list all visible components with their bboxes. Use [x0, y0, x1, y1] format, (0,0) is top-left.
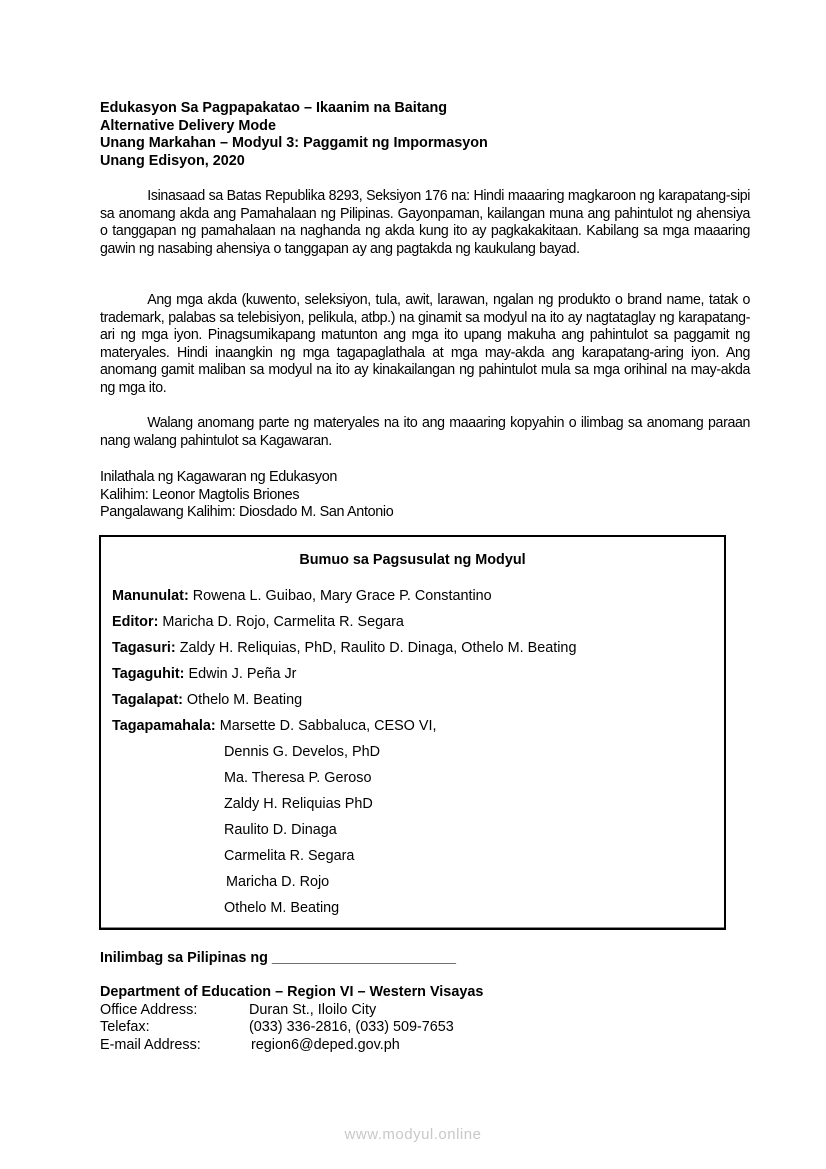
- office-address-row: [100, 1002, 483, 1020]
- deped-region-title: Department of Education – Region VI – Western Visayas: [100, 984, 484, 1000]
- credit-role: Tagasuri:: [112, 640, 176, 656]
- telefax-value: (033) 336-2816, (033) 509-7653: [249, 1019, 454, 1036]
- manager-name: Carmelita R. Segara: [224, 848, 355, 864]
- email-value: region6@deped.gov.ph: [251, 1036, 400, 1053]
- credit-role: Tagalapat:: [112, 692, 183, 708]
- credit-row-management: [112, 718, 436, 736]
- credit-row-writer: [112, 588, 492, 606]
- credit-role: Manunulat:: [112, 588, 189, 604]
- module-header: [100, 100, 750, 170]
- watermark: www.modyul.online: [344, 1126, 482, 1143]
- credit-row-editor: [112, 614, 404, 632]
- telefax-row: [100, 1019, 483, 1037]
- module-title: Unang Markahan – Modyul 3: Paggamit ng Impormasyon: [100, 135, 488, 152]
- office-address-value: Duran St., Iloilo City: [249, 1001, 377, 1018]
- credit-names: Edwin J. Peña Jr: [184, 666, 297, 682]
- credit-row-illustrator: [112, 666, 296, 684]
- copyright-paragraph-2: Ang mga akda (kuwento, seleksiyon, tula, awit, larawan, ngalan ng produkto o brand name, tatak o trademark, palabas sa telebisiyon, pelikula, atbp.) na ginamit sa modyul na ito ay nagtataglay ng karapatang-ari ng mga iyon. Pinagsumikapang matunton ang mga ito upang makuha ang pahintulot sa paggamit ng materyales. Hindi inaangkin ng mga tagapaglathala at mga may-akda ang karapatang-aring iyon. Ang anomang gamit maliban sa modyul na ito ay kinakailangan ng pahintulot mula sa mga orihinal na may-akda ng mga ito.: [100, 292, 751, 396]
- printed-in-line: Inilimbag sa Pilipinas ng _______________________: [100, 950, 456, 966]
- office-address-label: Office Address:: [100, 1001, 198, 1018]
- credit-role: Tagaguhit:: [112, 666, 185, 682]
- publisher-line: Inilathala ng Kagawaran ng Edukasyon: [100, 469, 338, 485]
- credit-names: Marsette D. Sabbaluca, CESO VI,: [215, 718, 437, 734]
- credit-names: Rowena L. Guibao, Mary Grace P. Constantino: [188, 588, 492, 604]
- credit-role: Tagapamahala:: [112, 718, 216, 734]
- manager-name: Ma. Theresa P. Geroso: [224, 770, 372, 786]
- email-row: [100, 1037, 483, 1055]
- undersecretary-line: Pangalawang Kalihim: Diosdado M. San Antonio: [100, 504, 394, 521]
- manager-name: Zaldy H. Reliquias PhD: [224, 796, 373, 812]
- manager-name: Dennis G. Develos, PhD: [224, 744, 380, 760]
- credits-box: [99, 535, 726, 930]
- manager-name: Othelo M. Beating: [224, 900, 340, 916]
- credit-row-reviewer: [112, 640, 576, 658]
- copyright-paragraph-1: Isinasaad sa Batas Republika 8293, Seksiyon 176 na: Hindi maaaring magkaroon ng karapatang-sipi sa anomang akda ang Pamahalaan ng Pilipinas. Gayonpaman, kailangan muna ang pahintulot ng ahensiya o tanggapan ng pamahalaan na naghanda ng akda kung ito ay pagkakakitaan. Kabilang sa mga maaaring gawin ng nasabing ahensiya o tanggapan ay ang pagtakda ng kaukulang bayad.: [100, 188, 751, 257]
- email-label: E-mail Address:: [100, 1036, 201, 1053]
- deped-contact: [100, 984, 483, 1054]
- credit-role: Editor:: [112, 614, 159, 630]
- publisher-info: [100, 469, 393, 522]
- credits-title: Bumuo sa Pagsusulat ng Modyul: [299, 552, 526, 568]
- delivery-mode: Alternative Delivery Mode: [100, 117, 276, 134]
- credit-names: Zaldy H. Reliquias, PhD, Raulito D. Dinaga, Othelo M. Beating: [175, 640, 577, 656]
- secretary-line: Kalihim: Leonor Magtolis Briones: [100, 486, 300, 503]
- subject-title: Edukasyon Sa Pagpapakatao – Ikaanim na Baitang: [100, 100, 448, 116]
- manager-name: Maricha D. Rojo: [226, 874, 330, 890]
- copyright-page: [100, 100, 751, 521]
- telefax-label: Telefax:: [100, 1019, 150, 1036]
- credit-names: Othelo M. Beating: [182, 692, 303, 708]
- credit-row-layout: [112, 692, 302, 710]
- copyright-paragraph-3: Walang anomang parte ng materyales na ito ang maaaring kopyahin o ilimbag sa anomang paraan nang walang pahintulot sa Kagawaran.: [100, 415, 751, 449]
- credit-names: Maricha D. Rojo, Carmelita R. Segara: [158, 614, 404, 630]
- edition: Unang Edisyon, 2020: [100, 152, 245, 169]
- manager-name: Raulito D. Dinaga: [224, 822, 337, 838]
